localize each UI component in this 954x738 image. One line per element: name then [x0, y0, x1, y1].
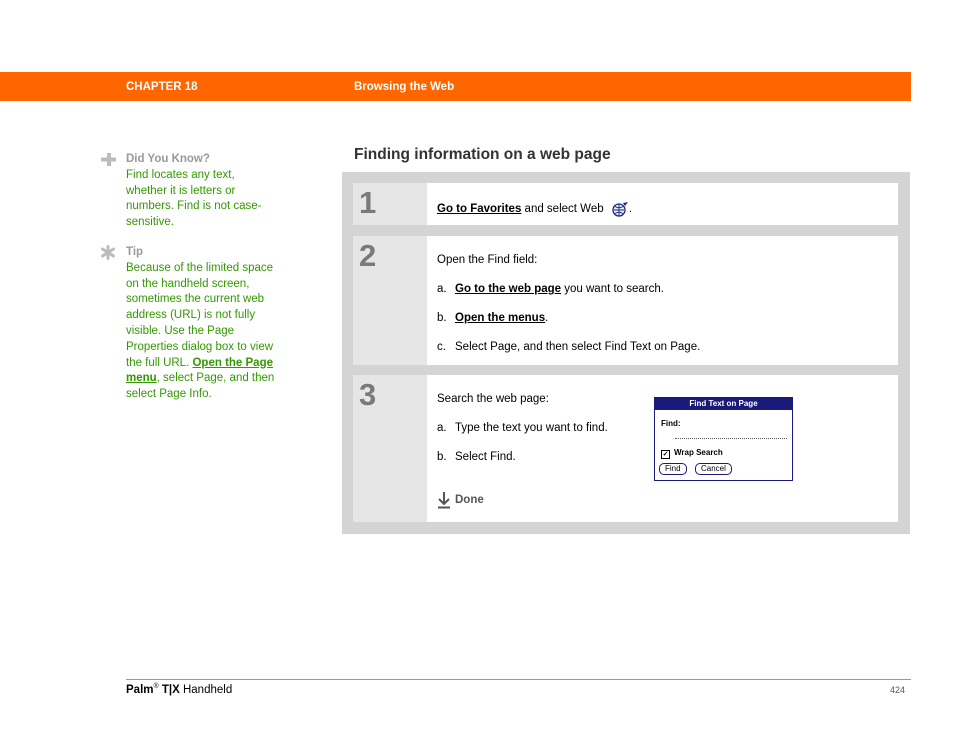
footer-brand: Palm	[126, 683, 154, 696]
step-2-a-text: you want to search.	[561, 283, 664, 295]
step-2-b	[437, 312, 548, 324]
tip-text-before: Because of the limited space on the handheld screen, sometimes the current web address (URL) is not fully visible. Use the Page Properties dialog box to view the full URL.	[126, 261, 274, 369]
wrap-search-label: Wrap Search	[674, 448, 723, 457]
did-you-know-text: Find locates any text, whether it is letters or numbers. Find is not case-sensitive.	[126, 168, 262, 229]
web-globe-icon	[611, 201, 629, 217]
list-label: a.	[437, 283, 447, 295]
steps-frame	[342, 172, 910, 534]
footer-model: T|X	[158, 683, 180, 696]
find-input[interactable]	[675, 438, 787, 439]
step-2-c-text: Select Page, and then select Find Text on Page.	[455, 341, 701, 353]
step-3-a-text: Type the text you want to find.	[455, 422, 608, 434]
open-the-menus-link[interactable]: Open the menus	[455, 312, 546, 324]
tip-text	[126, 261, 275, 403]
did-you-know-heading: Did You Know?	[126, 153, 210, 165]
find-text-dialog	[654, 397, 793, 481]
find-button[interactable]: Find	[659, 463, 687, 475]
chapter-header-bar	[0, 72, 911, 101]
step-2-b-text: .	[545, 312, 549, 324]
page-number: 424	[890, 685, 906, 695]
did-you-know-note	[100, 152, 275, 231]
tip-text-after: , select Page, and then select Page Info.	[126, 372, 275, 401]
step-2-a	[437, 283, 664, 295]
tip-heading: Tip	[126, 245, 144, 258]
step-2-c	[437, 341, 700, 353]
cancel-button[interactable]: Cancel	[695, 463, 732, 475]
step-2	[353, 236, 898, 365]
list-label: a.	[437, 422, 447, 434]
step-1-line	[437, 201, 632, 217]
checkbox-check-icon[interactable]: ✓	[662, 451, 669, 458]
list-label: c.	[437, 341, 446, 353]
chapter-title: Browsing the Web	[354, 81, 455, 93]
step-2-intro: Open the Find field:	[437, 254, 538, 266]
step-number: 1	[359, 185, 377, 220]
step-1	[353, 183, 898, 225]
footer-reg: ®	[153, 683, 159, 690]
step-content	[427, 375, 898, 522]
open-page-menu-link[interactable]: Open the Page menu	[126, 356, 274, 385]
step-3-b	[437, 451, 516, 463]
step-1-text: and select Web	[521, 203, 604, 216]
footer-product	[126, 683, 232, 696]
find-label: Find:	[661, 419, 681, 428]
down-arrow-icon	[437, 491, 451, 509]
footer-suffix: Handheld	[179, 683, 233, 696]
step-content	[427, 183, 898, 225]
tip-note	[100, 245, 275, 403]
done-marker	[437, 491, 484, 509]
section-heading: Finding information on a web page	[354, 146, 611, 163]
done-label: Done	[455, 494, 484, 507]
chapter-label: CHAPTER 18	[126, 81, 198, 93]
step-3-a	[437, 422, 608, 434]
asterisk-icon	[100, 245, 118, 261]
list-label: b.	[437, 312, 447, 324]
footer-divider	[126, 679, 911, 680]
sidebar	[100, 152, 275, 417]
go-to-web-page-link[interactable]: Go to the web page	[455, 283, 562, 295]
list-label: b.	[437, 451, 447, 463]
step-content	[427, 236, 898, 365]
step-number: 2	[359, 238, 377, 273]
wrap-search-checkbox[interactable]	[661, 448, 723, 458]
step-3-b-text: Select Find.	[455, 451, 516, 463]
plus-icon	[100, 152, 118, 168]
step-number: 3	[359, 377, 377, 412]
step-3	[353, 375, 898, 522]
step-3-intro: Search the web page:	[437, 393, 549, 405]
dialog-title: Find Text on Page	[655, 398, 792, 410]
go-to-favorites-link[interactable]: Go to Favorites	[437, 203, 522, 216]
step-1-period: .	[628, 203, 633, 216]
